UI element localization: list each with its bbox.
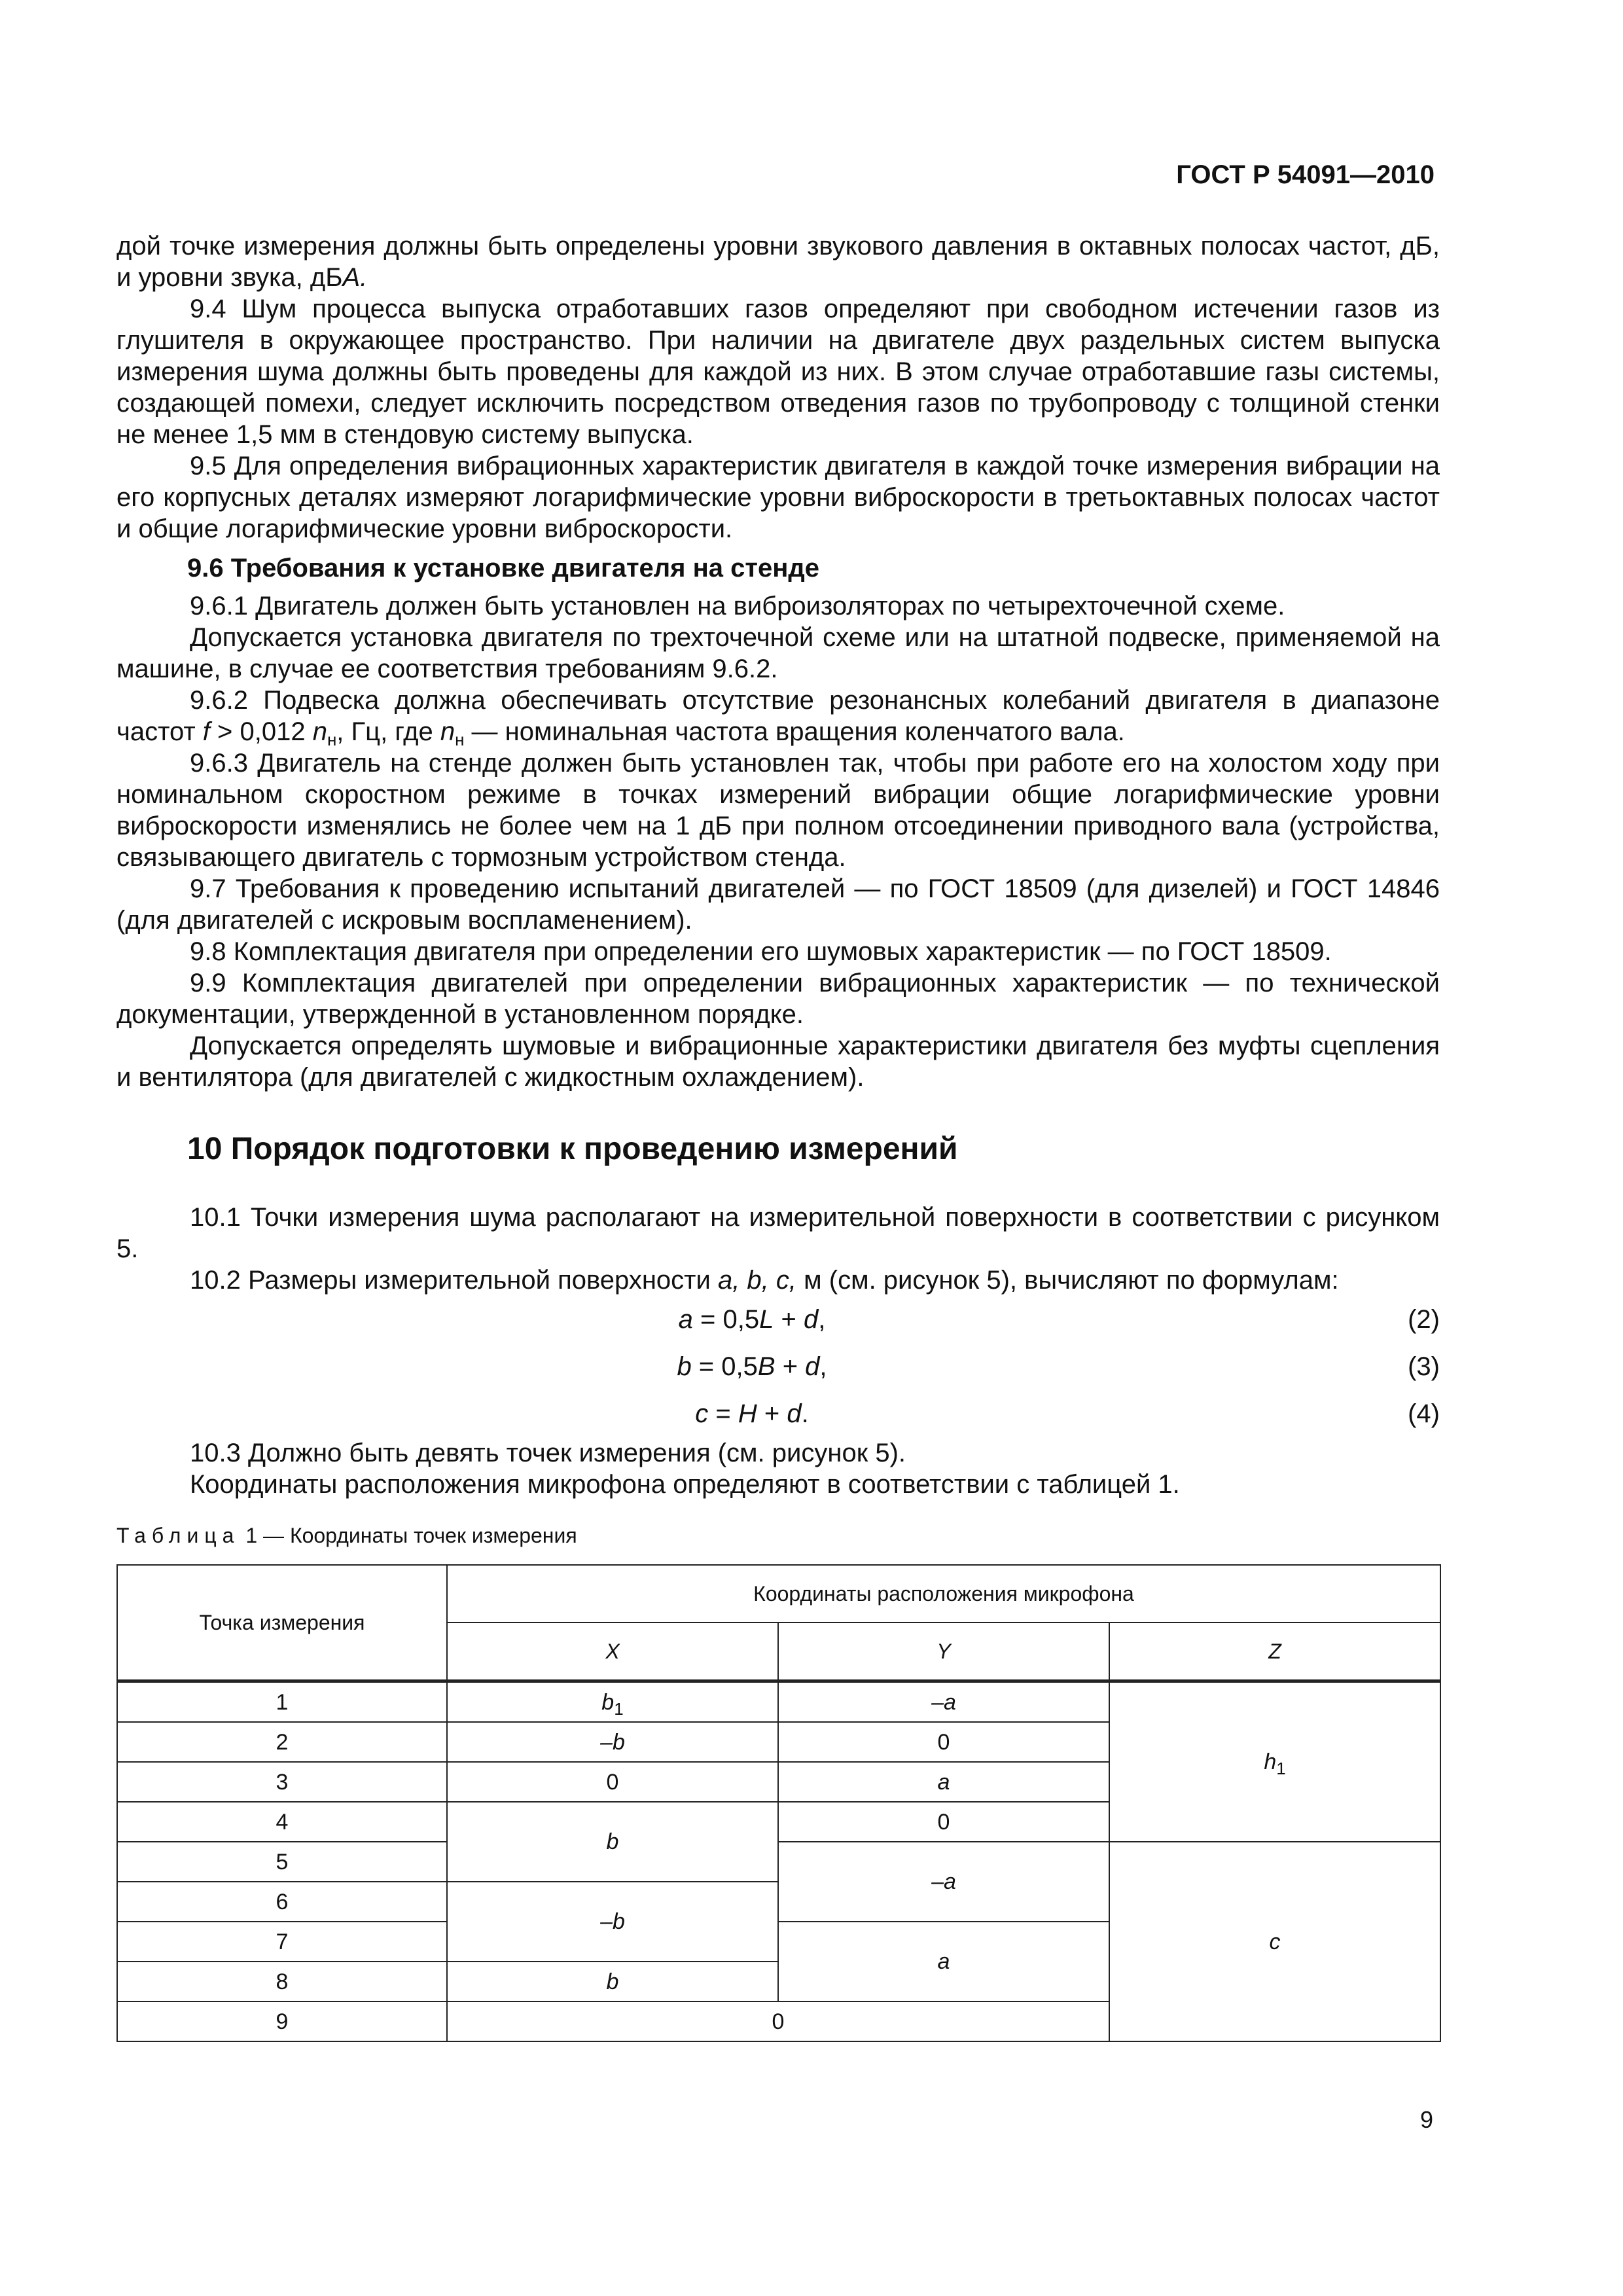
- cell-x: –b: [447, 1882, 778, 1962]
- chapter-heading-10: 10 Порядок подготовки к проведению измерений: [187, 1132, 958, 1166]
- header-z: Z: [1109, 1623, 1440, 1681]
- table-caption: Таблица 1 — Координаты точек измерения: [116, 1524, 577, 1547]
- page-content: [116, 230, 1440, 2042]
- paragraph-9-5: 9.5 Для определения вибрационных характеристик двигателя в каждой точке измерения вибрации на его корпусных деталях измеряют логарифмические уровни виброскорости в третьоктавных полосах частот и общие логарифмические уровни виброскорости.: [116, 452, 1440, 543]
- paragraph-9-6-2: 9.6.2 Подвеска должна обеспечивать отсутствие резонансных колебаний двигателя в диапазоне частот f > 0,012 $n_н$, Гц, где $n_н$ — номинальная частота вращения коленчатого вала.: [116, 686, 1440, 749]
- cell-y: –a: [778, 1842, 1109, 1922]
- paragraph-9-4: 9.4 Шум процесса выпуска отработавших газов определяют при свободном истечении газов из глушителя в окружающее пространство. При наличии на двигателе двух раздельных систем выпуска измерения шума должны быть проведены для каждой из них. В этом случае отработавшие газы системы, создающей помехи, следует исключить посредством отведения газов по трубопроводу с толщиной стенки не менее 1,5 мм в стендовую систему выпуска.: [116, 295, 1440, 449]
- cell-x: $b_1$: [447, 1681, 778, 1723]
- cell-y: a: [778, 1762, 1109, 1802]
- table-row: [117, 1842, 1440, 1882]
- cell-point: 8: [117, 1962, 447, 2001]
- cell-point: 5: [117, 1842, 447, 1882]
- table-row: [117, 1681, 1440, 1723]
- paragraph: Допускается установка двигателя по трехточечной схеме или на штатной подвеске, применяемой на машине, в случае ее соответствия требованиям 9.6.2.: [116, 623, 1440, 683]
- paragraph-10-1: 10.1 Точки измерения шума располагают на измерительной поверхности в соответствии с рисунком 5.: [116, 1203, 1440, 1263]
- formula-number: (4): [1408, 1399, 1440, 1428]
- header-x: X: [447, 1623, 778, 1681]
- paragraph-9-6-3: 9.6.3 Двигатель на стенде должен быть установлен так, чтобы при работе его на холостом ходу при номинальном скоростном режиме в точках измерений вибрации общие логарифмические уровни виброскорости изменялись не более чем на 1 дБ при полном отсоединении приводного вала (устройства, связывающего двигатель с тормозным устройством стенда.: [116, 749, 1440, 872]
- cell-y: –a: [778, 1681, 1109, 1723]
- paragraph-10-3: 10.3 Должно быть девять точек измерения (см. рисунок 5).: [190, 1439, 906, 1467]
- paragraph: Допускается определять шумовые и вибрационные характеристики двигателя без муфты сцепления и вентилятора (для двигателей с жидкостным охлаждением).: [116, 1031, 1440, 1092]
- formula-3: b = 0,5B + d, (3): [677, 1352, 1440, 1381]
- cell-z: $h_1$: [1109, 1681, 1440, 1842]
- cell-point: 3: [117, 1762, 447, 1802]
- formula-number: (3): [1408, 1352, 1440, 1381]
- document-id: ГОСТ Р 54091—2010: [1176, 160, 1435, 189]
- formula-number: (2): [1408, 1305, 1440, 1334]
- paragraph-9-9: 9.9 Комплектация двигателей при определении вибрационных характеристик — по технической документации, утвержденной в установленном порядке.: [116, 969, 1440, 1029]
- coordinates-table: [116, 1564, 1441, 2042]
- cell-point: 4: [117, 1802, 447, 1842]
- section-heading-9-6: 9.6 Требования к установке двигателя на стенде: [187, 554, 820, 583]
- cell-point: 7: [117, 1922, 447, 1962]
- page-number: 9: [1419, 2106, 1433, 2133]
- cell-z: c: [1109, 1842, 1440, 2041]
- paragraph: дой точке измерения должны быть определены уровни звукового давления в октавных полосах частот, дБ, и уровни звука, дБA.: [116, 232, 1440, 292]
- paragraph-9-7: 9.7 Требования к проведению испытаний двигателей — по ГОСТ 18509 (для дизелей) и ГОСТ 14846 (для двигателей с искровым воспламенением).: [116, 874, 1440, 935]
- formula-4: c = H + d. (4): [695, 1399, 1440, 1428]
- cell-x: b: [447, 1962, 778, 2001]
- cell-point: 6: [117, 1882, 447, 1922]
- paragraph-10-2: 10.2 Размеры измерительной поверхности a, b, c, м (см. рисунок 5), вычисляют по формулам:: [190, 1266, 1339, 1295]
- formula-2: a = 0,5L + d, (2): [678, 1305, 1440, 1334]
- header-coordinates: Координаты расположения микрофона: [447, 1565, 1440, 1623]
- paragraph: Координаты расположения микрофона определяют в соответствии с таблицей 1.: [190, 1470, 1180, 1499]
- cell-x: 0: [447, 1762, 778, 1802]
- cell-x: –b: [447, 1722, 778, 1762]
- cell-x: b: [447, 1802, 778, 1882]
- cell-y: 0: [778, 1722, 1109, 1762]
- cell-point: 1: [117, 1681, 447, 1723]
- header-y: Y: [778, 1623, 1109, 1681]
- cell-y: 0: [778, 1802, 1109, 1842]
- cell-point: 2: [117, 1722, 447, 1762]
- paragraph-9-6-1: 9.6.1 Двигатель должен быть установлен на виброизоляторах по четырехточечной схеме.: [190, 592, 1285, 620]
- paragraph-9-8: 9.8 Комплектация двигателя при определении его шумовых характеристик — по ГОСТ 18509.: [190, 937, 1332, 966]
- header-point: Точка измерения: [117, 1565, 447, 1681]
- cell-point: 9: [117, 2001, 447, 2041]
- cell-xy: 0: [447, 2001, 1109, 2041]
- cell-y: a: [778, 1922, 1109, 2001]
